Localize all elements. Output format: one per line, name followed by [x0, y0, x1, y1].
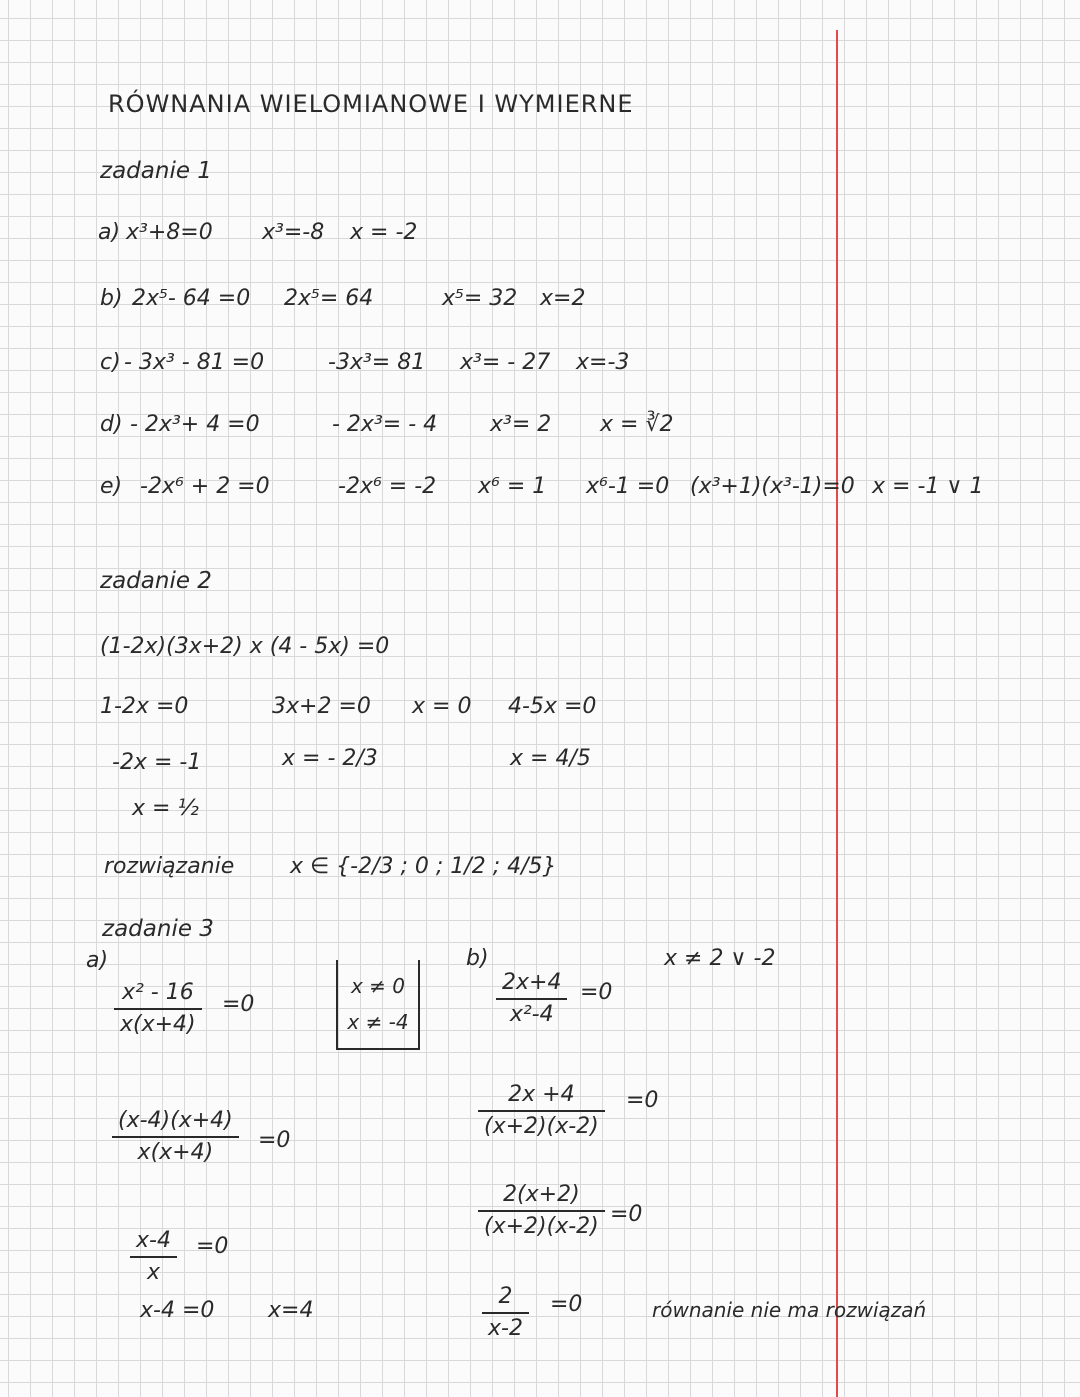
task2-equation: (1-2x)(3x+2) x (4 - 5x) =0: [100, 634, 390, 659]
task1-d-step3: x = ∛2: [600, 412, 674, 437]
fraction-denominator: x(x+4): [137, 1140, 214, 1165]
task1-d-label: d): [100, 412, 123, 437]
task3-b-equals-zero-3: =0: [610, 1202, 643, 1227]
fraction-numerator: 2: [498, 1284, 513, 1309]
task3-b-equals-zero-1: =0: [580, 980, 613, 1005]
task1-e-step3: x⁶-1 =0: [586, 474, 670, 499]
task1-b-step1: 2x⁵= 64: [284, 286, 374, 311]
task2-factor1: 1-2x =0: [100, 694, 189, 719]
task1-a-step1: x³=-8: [262, 220, 325, 245]
task2-solution-label: rozwiązanie: [104, 854, 235, 879]
task2-factor4-result: x = 4/5: [510, 746, 591, 771]
fraction-denominator: (x+2)(x-2): [484, 1214, 599, 1239]
domain-condition-1: x ≠ 0: [350, 974, 406, 998]
fraction-numerator: x-4: [136, 1228, 171, 1253]
task3-a-equals-zero-1: =0: [222, 992, 255, 1017]
task3-a-equals-zero-2: =0: [258, 1128, 291, 1153]
task1-d-step1: - 2x³= - 4: [332, 412, 438, 437]
task1-a-label: a): [98, 220, 121, 245]
fraction-numerator: x² - 16: [121, 980, 194, 1005]
task3-b-domain: x ≠ 2 ∨ -2: [664, 946, 776, 971]
task1-e-step2: x⁶ = 1: [478, 474, 547, 499]
task2-factor2: 3x+2 =0: [272, 694, 371, 719]
task3-a-fraction3: [130, 1230, 177, 1284]
task3-a-fraction1: [114, 982, 202, 1036]
domain-condition-2: x ≠ -4: [347, 1010, 409, 1034]
fraction-denominator: x(x+4): [120, 1012, 196, 1037]
task3-b-fraction1: [496, 972, 567, 1026]
task1-c-label: c): [100, 350, 121, 375]
task2-factor2-result: x = - 2/3: [282, 746, 378, 771]
fraction-denominator: x-2: [488, 1316, 523, 1341]
fraction-denominator: x: [146, 1260, 160, 1285]
fraction-numerator: (x-4)(x+4): [118, 1108, 233, 1133]
task1-c-equation: - 3x³ - 81 =0: [124, 350, 265, 375]
task3-a-label: a): [86, 948, 109, 973]
task1-e-step4: (x³+1)(x³-1)=0: [690, 474, 855, 499]
task1-c-step3: x=-3: [576, 350, 630, 375]
task1-b-step2: x⁵= 32: [442, 286, 518, 311]
task2-factor1-step: -2x = -1: [112, 750, 202, 775]
task1-c-step2: x³= - 27: [460, 350, 551, 375]
task1-d-equation: - 2x³+ 4 =0: [130, 412, 260, 437]
task3-a-answer: x=4: [268, 1298, 314, 1323]
task3-a-equals-zero-3: =0: [196, 1234, 229, 1259]
task1-e-label: e): [100, 474, 123, 499]
task2-factor1-result: x = ½: [132, 796, 199, 821]
fraction-numerator: 2(x+2): [503, 1182, 580, 1207]
fraction-numerator: 2x +4: [508, 1082, 575, 1107]
task1-b-step3: x=2: [540, 286, 586, 311]
task3-b-equals-zero-2: =0: [626, 1088, 659, 1113]
task1-heading: zadanie 1: [100, 158, 212, 184]
task1-b-equation: 2x⁵- 64 =0: [132, 286, 251, 311]
task2-solution: x ∈ {-2/3 ; 0 ; 1/2 ; 4/5}: [290, 854, 557, 879]
task2-factor3: x = 0: [412, 694, 472, 719]
task2-factor4: 4-5x =0: [508, 694, 597, 719]
task1-a-equation: x³+8=0: [126, 220, 213, 245]
fraction-denominator: (x+2)(x-2): [484, 1114, 599, 1139]
task3-a-fraction2: [112, 1110, 239, 1164]
task1-a-step2: x = -2: [350, 220, 418, 245]
task1-e-step5: x = -1 ∨ 1: [872, 474, 984, 499]
margin-line: [836, 30, 838, 1397]
page-title: RÓWNANIA WIELOMIANOWE I WYMIERNE: [108, 90, 634, 118]
fraction-numerator: 2x+4: [502, 970, 562, 995]
task3-b-fraction2: [478, 1084, 605, 1138]
fraction-denominator: x²-4: [509, 1002, 554, 1027]
task1-d-step2: x³= 2: [490, 412, 552, 437]
task3-a-final: x-4 =0: [140, 1298, 215, 1323]
task3-b-fraction4: [482, 1286, 529, 1340]
task3-b-label: b): [466, 946, 489, 971]
task3-b-equals-zero-4: =0: [550, 1292, 583, 1317]
task3-b-fraction3: [478, 1184, 605, 1238]
task1-e-equation: -2x⁶ + 2 =0: [140, 474, 270, 499]
task1-b-label: b): [100, 286, 123, 311]
task3-heading: zadanie 3: [102, 916, 214, 942]
domain-box: [336, 960, 420, 1050]
task1-e-step1: -2x⁶ = -2: [338, 474, 437, 499]
task2-heading: zadanie 2: [100, 568, 212, 594]
task1-c-step1: -3x³= 81: [328, 350, 426, 375]
task3-b-conclusion: równanie nie ma rozwiązań: [652, 1298, 927, 1322]
